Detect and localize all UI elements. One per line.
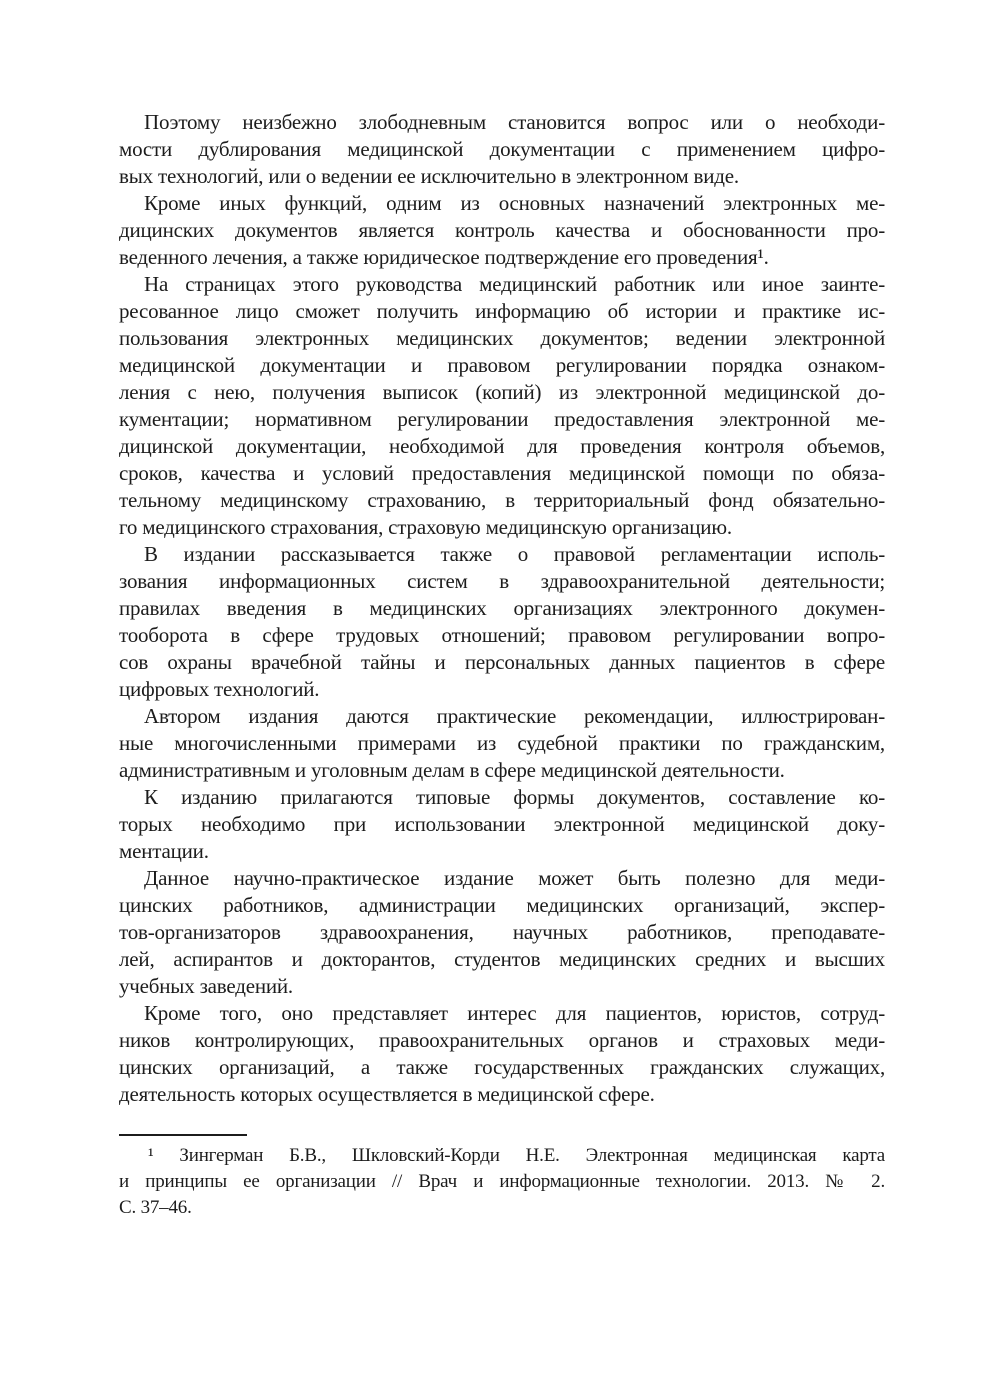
text-line: Данное научно-практическое издание может быть полезно для меди- — [144, 866, 885, 890]
text-line: цинских работников, администрации медицинских организаций, экспер- — [119, 893, 885, 917]
text-line: дицинских документов является контроль качества и обоснованности про- — [119, 218, 885, 242]
text-line: тооборота в сфере трудовых отношений; правовом регулировании вопро- — [119, 623, 885, 647]
text-line: С. 37–46. — [119, 1197, 192, 1218]
text-line: К изданию прилагаются типовые формы документов, составление ко- — [144, 785, 885, 809]
text-line: зования информационных систем в здравоохранительной деятельности; — [119, 569, 885, 593]
text-line: тов-организаторов здравоохранения, научных работников, преподавате- — [119, 920, 885, 944]
text-line: сроков, качества и условий предоставления медицинской помощи по обяза- — [119, 461, 885, 485]
paragraph — [119, 703, 885, 784]
text-line: сов охраны врачебной тайны и персональных данных пациентов в сфере — [119, 650, 885, 674]
text-line: Кроме того, оно представляет интерес для пациентов, юристов, сотруд- — [144, 1001, 885, 1025]
text-line: го медицинского страхования, страховую медицинскую организацию. — [119, 515, 732, 539]
body-text — [119, 109, 885, 1108]
text-line: В издании рассказывается также о правовой регламентации исполь- — [144, 542, 885, 566]
text-line: ников контролирующих, правоохранительных органов и страховых меди- — [119, 1028, 885, 1052]
text-line: ления с нею, получения выписок (копий) из электронной медицинской до- — [119, 380, 885, 404]
paragraph — [119, 271, 885, 541]
text-line: ресованное лицо сможет получить информацию об истории и практике ис- — [119, 299, 885, 323]
text-line: Кроме иных функций, одним из основных назначений электронных ме- — [144, 191, 885, 215]
footnote — [119, 1122, 885, 1221]
text-line: ментации. — [119, 839, 209, 863]
text-line: дицинской документации, необходимой для проведения контроля объемов, — [119, 434, 885, 458]
text-line: и принципы ее организации // Врач и информационные технологии. 2013. № 2. — [119, 1171, 885, 1192]
text-line: веденного лечения, а также юридическое подтверждение его проведения¹. — [119, 245, 769, 269]
paragraph — [119, 541, 885, 703]
text-line: торых необходимо при использовании электронной медицинской доку- — [119, 812, 885, 836]
paragraph — [119, 784, 885, 865]
text-line: кументации; нормативном регулировании предоставления электронной ме- — [119, 407, 885, 431]
text-line: пользования электронных медицинских документов; ведении электронной — [119, 326, 885, 350]
text-line: деятельность которых осуществляется в медицинской сфере. — [119, 1082, 655, 1106]
text-line: мости дублирования медицинской документации с применением цифро- — [119, 137, 885, 161]
text-line: вых технологий, или о ведении ее исключительно в электронном виде. — [119, 164, 739, 188]
text-line: ные многочисленными примерами из судебной практики по гражданским, — [119, 731, 885, 755]
text-line: цинских организаций, а также государственных гражданских служащих, — [119, 1055, 885, 1079]
text-line: На страницах этого руководства медицинский работник или иное заинте- — [144, 272, 885, 296]
text-line: учебных заведений. — [119, 974, 293, 998]
text-line: тельному медицинскому страхованию, в территориальный фонд обязательно- — [119, 488, 885, 512]
paragraph — [119, 1000, 885, 1108]
text-line: правилах введения в медицинских организациях электронного докумен- — [119, 596, 885, 620]
text-line: медицинской документации и правовом регулировании порядка ознаком- — [119, 353, 885, 377]
text-line: административным и уголовным делам в сфере медицинской деятельности. — [119, 758, 785, 782]
text-line: лей, аспирантов и докторантов, студентов медицинских средних и высших — [119, 947, 885, 971]
footnote-lines — [119, 1143, 885, 1221]
footnote-divider — [119, 1134, 247, 1136]
text-line: Поэтому неизбежно злободневным становится вопрос или о необходи- — [144, 110, 885, 134]
text-line: Автором издания даются практические рекомендации, иллюстрирован- — [144, 704, 885, 728]
text-line: цифровых технологий. — [119, 677, 320, 701]
text-line: ¹ Зингерман Б.В., Шкловский-Корди Н.Е. Электронная медицинская карта — [148, 1145, 885, 1166]
paragraph — [119, 190, 885, 271]
paragraph — [119, 865, 885, 1000]
paragraph — [119, 109, 885, 190]
